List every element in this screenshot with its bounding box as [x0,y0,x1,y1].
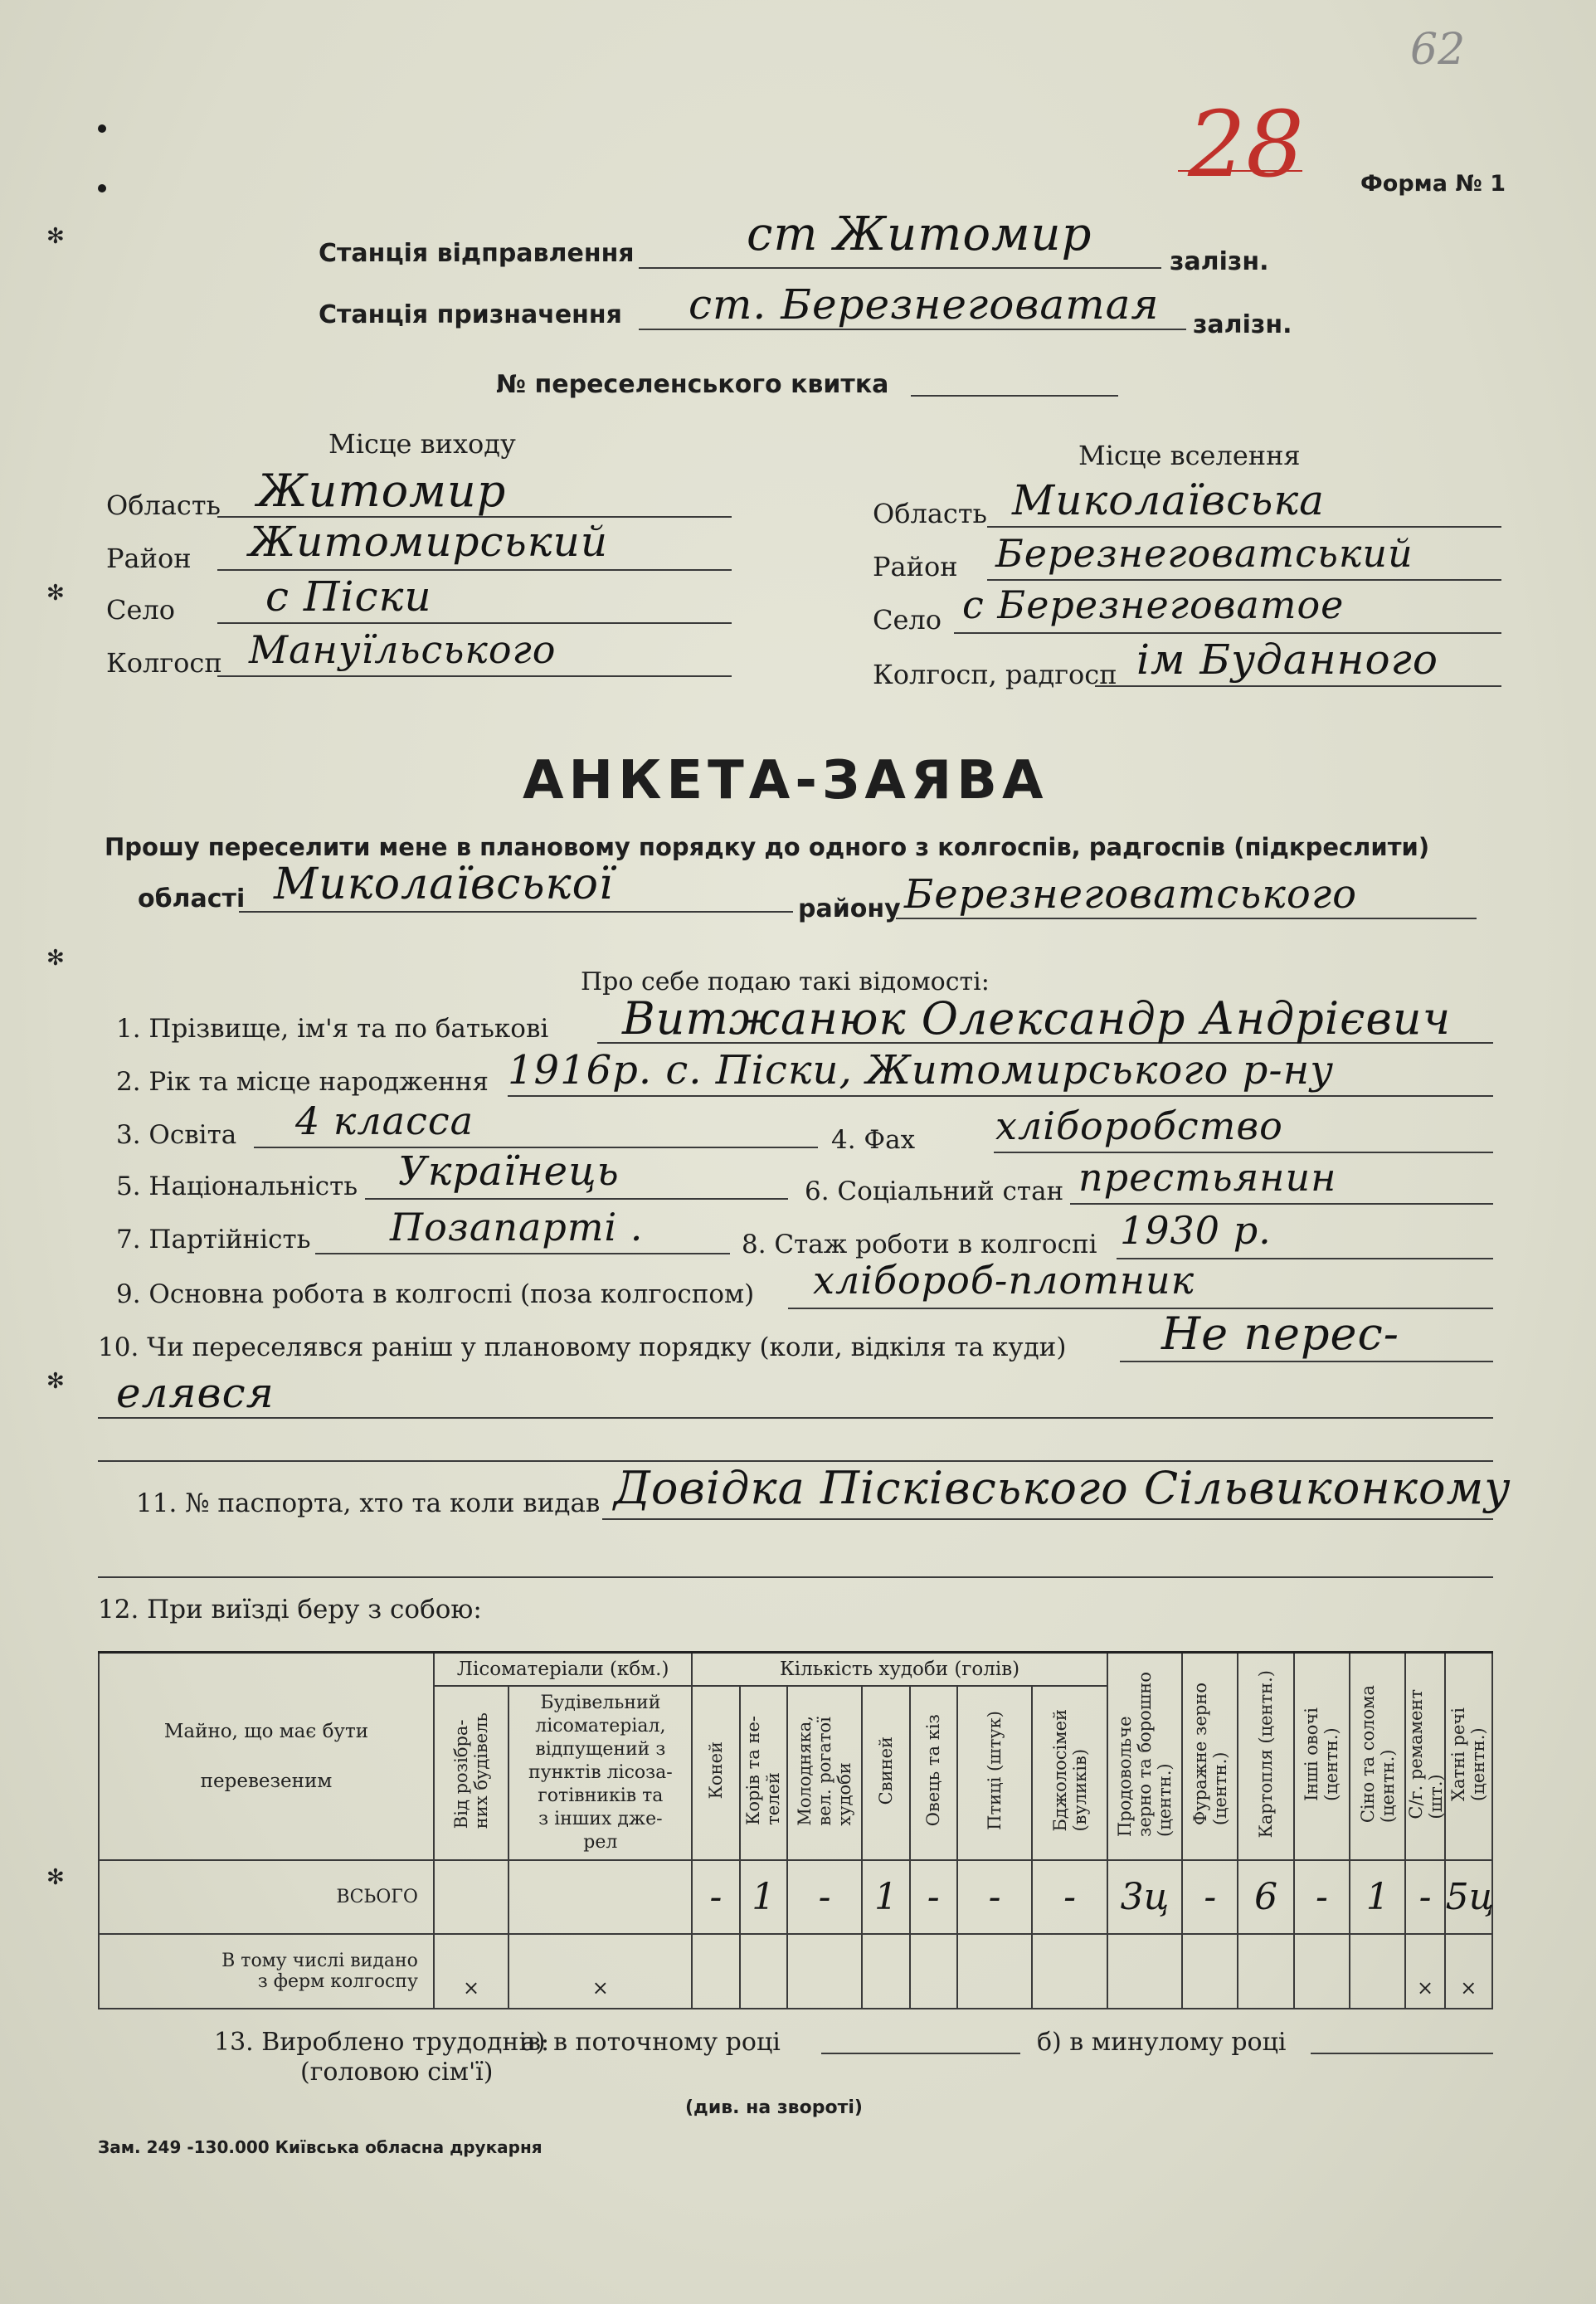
f12-label: 12. При виїзді беру з собою: [98,1595,482,1624]
origin-selo-value: с Піски [265,572,432,621]
table-cell: 1 [1350,1860,1405,1933]
table-cell: - [1294,1860,1350,1933]
f3-label: 3. Освіта [116,1120,237,1150]
header-timber-group: Лісоматеріали (кбм.) [434,1653,692,1686]
binder-mark: ✻ [46,224,65,249]
header-horses: Коней [692,1686,739,1861]
table-cell [1182,1934,1238,2009]
f13-a-label: а) в поточному році [521,2028,781,2057]
table-cell: × [434,1934,508,2009]
table-row-total [99,1860,1492,1933]
f5-label: 5. Національність [116,1171,358,1201]
binder-hole [98,124,106,133]
f1-value: Витжанюк Олександр Андрієвич [622,992,1452,1045]
header-hay: Сіно та солома (центн.) [1350,1653,1405,1861]
table-cell: - [787,1860,862,1933]
header-household: Хатні речі (центн.) [1445,1653,1492,1861]
header-food-grain: Продовольче зерно та борошно (центн.) [1107,1653,1182,1861]
dest-raion-label: Район [873,551,958,582]
f10-value-b: елявся [116,1369,275,1417]
table-cell [1294,1934,1350,2009]
header-building-timber: Будівельний лісоматеріал, відпущений з пунктів лісоза- готівників та з інших дже- рел [508,1686,692,1861]
dest-raion-value: Березнеговатський [995,531,1414,576]
f1-label: 1. Прізвище, ім'я та по батькові [116,1014,549,1044]
dest-station-value: ст. Березнеговатая [689,280,1160,329]
f13-b-label: б) в минулому році [1037,2028,1287,2057]
table-cell [1032,1934,1107,2009]
request-raion-line [896,918,1477,919]
table-cell [1238,1934,1293,2009]
dest-kolhosp-label: Колгосп, радгосп [873,659,1117,690]
table-cell: - [1032,1860,1107,1933]
origin-title: Місце виходу [328,428,516,460]
header-young: Молодняка, вел. рогатої худоби [787,1686,862,1861]
header-potato: Картопля (центн.) [1238,1653,1293,1861]
form-label: Форма № 1 [1360,171,1506,197]
request-oblast-line [239,911,793,913]
f7-value: Позапарті . [390,1205,644,1249]
header-cattle-group: Кількість худоби (голів) [692,1653,1107,1686]
f11-line-2 [98,1576,1493,1578]
archive-number: 62 [1410,25,1466,75]
table-cell [740,1934,787,2009]
f4-label: 4. Фах [831,1125,916,1155]
f6-line [1070,1203,1493,1205]
form-title: АНКЕТА-ЗАЯВА [523,750,1049,811]
request-raion-value: Березнеговатського [904,871,1357,918]
dest-selo-line [954,632,1501,634]
f7-line [315,1253,730,1254]
dep-station-value: ст Житомир [747,207,1092,261]
dest-selo-value: с Березнеговатое [962,582,1345,627]
f4-line [994,1152,1493,1153]
f11-line [602,1518,1493,1520]
dest-raion-line [987,579,1501,581]
f2-label: 2. Рік та місце народження [116,1067,489,1097]
table-cell [957,1934,1032,2009]
header-poultry: Птиці (штук) [957,1686,1032,1861]
binder-mark: ✻ [46,581,65,606]
f13-b-line [1311,2053,1493,2054]
dest-kolhosp-value: ім Буданного [1136,636,1438,684]
turn-note: (див. на звороті) [685,2097,863,2118]
f5-line [365,1198,788,1200]
table-cell: × [1445,1934,1492,2009]
goods-table [98,1651,1493,2009]
f13-a-line [821,2053,1020,2054]
table-cell: - [692,1860,739,1933]
f13-label: 13. Вироблено трудоднів: [214,2028,550,2057]
f11-value: Довідка Пісківського Сільвиконкому [614,1462,1511,1514]
f10-label: 10. Чи переселявся раніш у плановому порядку (коли, відкіля та куди) [98,1332,1067,1362]
table-cell [862,1934,909,2009]
sheet-number: 28 [1188,91,1304,197]
dest-oblast-line [987,526,1501,528]
dep-station-line [639,267,1161,269]
header-feed-grain: Фуражне зерно (центн.) [1182,1653,1238,1861]
ticket-line [911,395,1118,397]
table-cell: - [957,1860,1032,1933]
f3-value: 4 класса [295,1098,474,1143]
request-raion-label: району [798,894,901,923]
f11-label: 11. № паспорта, хто та коли видав [136,1488,601,1518]
origin-raion-line [217,569,732,571]
header-from-dismantled: Від розібра- них будівель [434,1686,508,1861]
table-cell: 6 [1238,1860,1293,1933]
binder-mark: ✻ [46,1865,65,1890]
origin-selo-label: Село [106,594,176,626]
binder-mark: ✻ [46,1369,65,1394]
printer-note: Зам. 249 -130.000 Київська обласна друкарня [98,2137,543,2157]
dest-rail-suffix: залізн. [1193,310,1292,339]
info-text: Про себе подаю такі відомості: [581,967,990,996]
header-property: Майно, що має бути перевезеним [99,1653,434,1861]
request-oblast-label: області [138,884,246,913]
table-cell: × [1405,1934,1444,2009]
ticket-label: № переселенського квитка [496,370,889,399]
binder-hole [98,184,106,192]
header-agri: С/г. ремамент (шт.) [1405,1653,1444,1861]
table-cell [692,1934,739,2009]
request-text: Прошу переселити мене в плановому порядку до одного з колгоспів, радгоспів (підкреслити) [105,833,1430,861]
dest-title: Місце вселення [1078,440,1301,471]
table-cell [508,1860,692,1933]
f10-value-a: Не перес- [1161,1308,1399,1360]
table-cell [1107,1934,1182,2009]
f2-value: 1916р. с. Піски, Житомирського р-ну [508,1047,1335,1094]
header-pigs: Свиней [862,1686,909,1861]
f9-label: 9. Основна робота в колгоспі (поза колгоспом) [116,1279,755,1309]
table-cell: 1 [862,1860,909,1933]
header-bees: Бджолосімей (вуликів) [1032,1686,1107,1861]
dep-station-label: Станція відправлення [319,239,635,268]
table-cell: 1 [740,1860,787,1933]
dest-kolhosp-line [1095,685,1501,687]
origin-oblast-value: Житомир [257,465,507,517]
f7-label: 7. Партійність [116,1225,311,1254]
origin-oblast-label: Область [106,490,221,521]
row-farm-label: В тому числі видано з ферм колгоспу [99,1934,434,2009]
header-sheep: Овець та кіз [910,1686,957,1861]
sheet-number-underline [1178,170,1302,172]
row-total-label: ВСЬОГО [99,1860,434,1933]
dest-oblast-value: Миколаївська [1012,476,1325,524]
f10-line-2 [98,1417,1493,1419]
origin-kolhosp-value: Мануїльського [249,627,557,672]
f10-line-1 [1120,1361,1493,1362]
table-cell: 3ц [1107,1860,1182,1933]
dest-station-label: Станція призначення [319,300,622,329]
origin-kolhosp-label: Колгосп [106,647,222,679]
f8-label: 8. Стаж роботи в колгоспі [742,1230,1097,1259]
table-cell: - [1405,1860,1444,1933]
table-cell: 5ц [1445,1860,1492,1933]
table-cell [1350,1934,1405,2009]
f2-line [508,1095,1493,1097]
f9-value: хлібороб-плотник [813,1258,1195,1303]
request-oblast-value: Миколаївської [274,860,614,909]
f6-value: престьянин [1078,1155,1337,1200]
header-cows: Корів та не- телей [740,1686,787,1861]
header-veg: Інші овочі (центн.) [1294,1653,1350,1861]
binder-mark: ✻ [46,946,65,971]
f5-value: Українець [398,1148,620,1195]
f13-sub: (головою сім'ї) [300,2058,494,2087]
table-cell [787,1934,862,2009]
dep-rail-suffix: залізн. [1170,247,1269,276]
table-row-farm [99,1934,1492,2009]
f4-value: хліборобство [995,1103,1283,1148]
f6-label: 6. Соціальний стан [805,1176,1064,1206]
origin-raion-label: Район [106,543,192,574]
dest-station-line [639,329,1186,330]
table-cell: - [1182,1860,1238,1933]
dest-selo-label: Село [873,604,942,636]
table-cell [910,1934,957,2009]
table-cell: - [910,1860,957,1933]
f8-value: 1930 р. [1120,1208,1272,1253]
origin-selo-line [217,622,732,624]
table-cell [434,1860,508,1933]
table-cell: × [508,1934,692,2009]
dest-oblast-label: Область [873,498,987,529]
origin-kolhosp-line [217,675,732,677]
origin-raion-value: Житомирський [249,518,609,566]
